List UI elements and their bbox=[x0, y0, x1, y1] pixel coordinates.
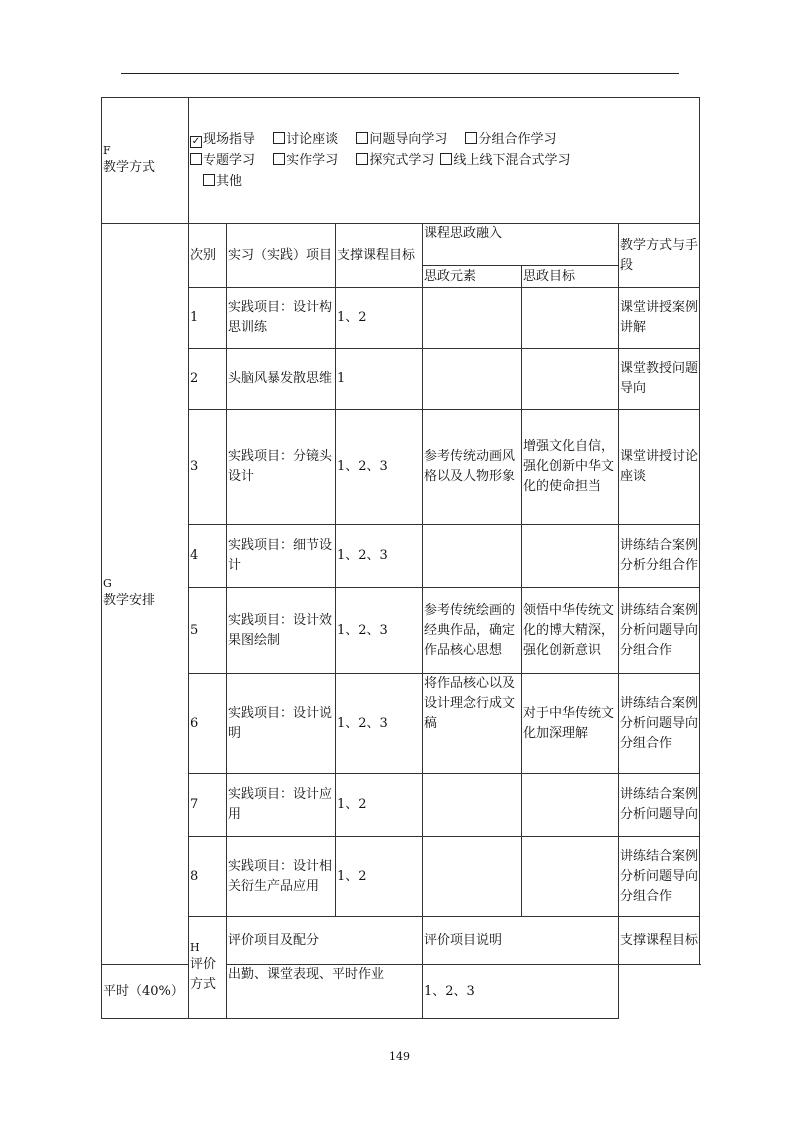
option-practical-study[interactable]: 实作学习 bbox=[273, 150, 338, 171]
row-target bbox=[522, 349, 619, 410]
row-method: 课堂讲授讨论座谈 bbox=[619, 410, 700, 525]
table-row bbox=[102, 349, 700, 410]
row-method: 讲练结合案例分析分组合作 bbox=[619, 525, 700, 588]
row-element bbox=[423, 525, 522, 588]
table-row bbox=[102, 774, 700, 837]
row-element bbox=[423, 349, 522, 410]
checkbox-checked-icon[interactable]: ✓ bbox=[191, 136, 201, 147]
option-inquiry-study[interactable]: 探究式学习 bbox=[356, 150, 434, 171]
row-target: 增强文化自信，强化创新中华文化的使命担当 bbox=[522, 410, 619, 525]
row-seq: 6 bbox=[189, 674, 227, 774]
header-ideology: 课程思政融入 bbox=[423, 224, 619, 266]
row-seq: 5 bbox=[189, 588, 227, 674]
row-target bbox=[522, 774, 619, 837]
checkbox-icon[interactable] bbox=[273, 153, 285, 165]
eval-goal: 1、2、3 bbox=[423, 965, 619, 1019]
checkbox-icon[interactable] bbox=[190, 153, 202, 165]
row-seq: 4 bbox=[189, 525, 227, 588]
table-row bbox=[102, 588, 700, 674]
row-target bbox=[522, 837, 619, 917]
row-seq: 3 bbox=[189, 410, 227, 525]
row-project: 头脑风暴发散思维 bbox=[227, 349, 336, 410]
checkbox-icon[interactable] bbox=[440, 153, 452, 165]
checkbox-icon[interactable] bbox=[273, 132, 285, 144]
schedule-header-row bbox=[102, 224, 700, 266]
table-row bbox=[102, 288, 700, 349]
option-onsite-guidance[interactable]: ✓ 现场指导 bbox=[191, 132, 256, 147]
row-seq: 8 bbox=[189, 837, 227, 917]
evaluation-header-row bbox=[102, 917, 700, 965]
table-row bbox=[102, 837, 700, 917]
section-h-title: 评价方式 bbox=[190, 956, 217, 992]
eval-desc: 出勤、课堂表现、平时作业 bbox=[227, 965, 423, 1019]
checkbox-icon[interactable] bbox=[356, 132, 368, 144]
row-goal: 1、2、3 bbox=[336, 588, 423, 674]
row-project: 实践项目：分镜头设计 bbox=[227, 410, 336, 525]
course-table bbox=[101, 97, 700, 1019]
row-project: 实践项目：设计应用 bbox=[227, 774, 336, 837]
row-goal: 1、2、3 bbox=[336, 410, 423, 525]
option-line-1 bbox=[190, 129, 698, 150]
header-element: 思政元素 bbox=[423, 266, 522, 288]
option-other[interactable]: 其他 bbox=[203, 171, 242, 192]
row-element bbox=[423, 837, 522, 917]
row-project: 实践项目：设计构思训练 bbox=[227, 288, 336, 349]
row-target bbox=[522, 288, 619, 349]
section-f-code: F bbox=[103, 143, 111, 157]
row-element bbox=[423, 774, 522, 837]
table-row bbox=[102, 410, 700, 525]
row-project: 实践项目：设计相关衍生产品应用 bbox=[227, 837, 336, 917]
row-goal: 1、2 bbox=[336, 837, 423, 917]
section-f-title: 教学方式 bbox=[103, 159, 156, 175]
section-h-code: H bbox=[190, 940, 200, 954]
section-g-label bbox=[102, 224, 189, 965]
row-goal: 1、2 bbox=[336, 288, 423, 349]
row-goal: 1、2 bbox=[336, 774, 423, 837]
section-f-label bbox=[102, 98, 189, 224]
eval-item: 平时（40%） bbox=[102, 965, 227, 1019]
eval-header-item: 评价项目及配分 bbox=[227, 917, 423, 965]
row-goal: 1 bbox=[336, 349, 423, 410]
row-project: 实践项目：细节设计 bbox=[227, 525, 336, 588]
checkbox-icon[interactable] bbox=[356, 153, 368, 165]
row-element: 将作品核心以及设计理念行成文稿 bbox=[423, 674, 522, 774]
row-seq: 1 bbox=[189, 288, 227, 349]
row-target: 领悟中华传统文化的博大精深，强化创新意识 bbox=[522, 588, 619, 674]
header-target: 思政目标 bbox=[522, 266, 619, 288]
eval-header-desc: 评价项目说明 bbox=[423, 917, 619, 965]
checkbox-icon[interactable] bbox=[465, 132, 477, 144]
header-seq: 次别 bbox=[189, 224, 227, 288]
option-topic-study[interactable]: 专题学习 bbox=[190, 150, 255, 171]
option-group-cooperation[interactable]: 分组合作学习 bbox=[465, 129, 556, 150]
row-method: 讲练结合案例分析问题导向分组合作 bbox=[619, 837, 700, 917]
option-blended-learning[interactable]: 线上线下混合式学习 bbox=[440, 150, 570, 171]
row-goal: 1、2、3 bbox=[336, 525, 423, 588]
checkbox-icon[interactable] bbox=[203, 174, 215, 186]
row-element: 参考传统绘画的经典作品，确定作品核心思想 bbox=[423, 588, 522, 674]
row-element bbox=[423, 288, 522, 349]
page-number: 149 bbox=[389, 1050, 410, 1063]
row-method: 讲练结合案例分析问题导向分组合作 bbox=[619, 674, 700, 774]
option-problem-based[interactable]: 问题导向学习 bbox=[356, 129, 447, 150]
eval-header-goal: 支撑课程目标 bbox=[619, 917, 700, 965]
header-method: 教学方式与手段 bbox=[619, 224, 700, 288]
row-goal: 1、2、3 bbox=[336, 674, 423, 774]
section-g-code: G bbox=[103, 577, 112, 590]
header-project: 实习（实践）项目 bbox=[227, 224, 336, 288]
teaching-method-row bbox=[102, 98, 700, 224]
header-rule bbox=[121, 73, 679, 74]
row-method: 讲练结合案例分析问题导向分组合作 bbox=[619, 588, 700, 674]
option-line-3 bbox=[190, 171, 698, 192]
row-method: 课堂教授问题导向 bbox=[619, 349, 700, 410]
table-row bbox=[102, 525, 700, 588]
row-target: 对于中华传统文化加深理解 bbox=[522, 674, 619, 774]
header-goal: 支撑课程目标 bbox=[336, 224, 423, 288]
row-method: 课堂讲授案例讲解 bbox=[619, 288, 700, 349]
row-target bbox=[522, 525, 619, 588]
row-project: 实践项目：设计效果图绘制 bbox=[227, 588, 336, 674]
table-row bbox=[102, 674, 700, 774]
row-method: 讲练结合案例分析问题导向 bbox=[619, 774, 700, 837]
teaching-method-options bbox=[189, 98, 700, 224]
row-seq: 2 bbox=[189, 349, 227, 410]
option-discussion[interactable]: 讨论座谈 bbox=[273, 129, 338, 150]
row-element: 参考传统动画风格以及人物形象 bbox=[423, 410, 522, 525]
section-g-title: 教学安排 bbox=[103, 593, 156, 608]
option-line-2 bbox=[190, 150, 698, 171]
row-project: 实践项目：设计说明 bbox=[227, 674, 336, 774]
row-seq: 7 bbox=[189, 774, 227, 837]
